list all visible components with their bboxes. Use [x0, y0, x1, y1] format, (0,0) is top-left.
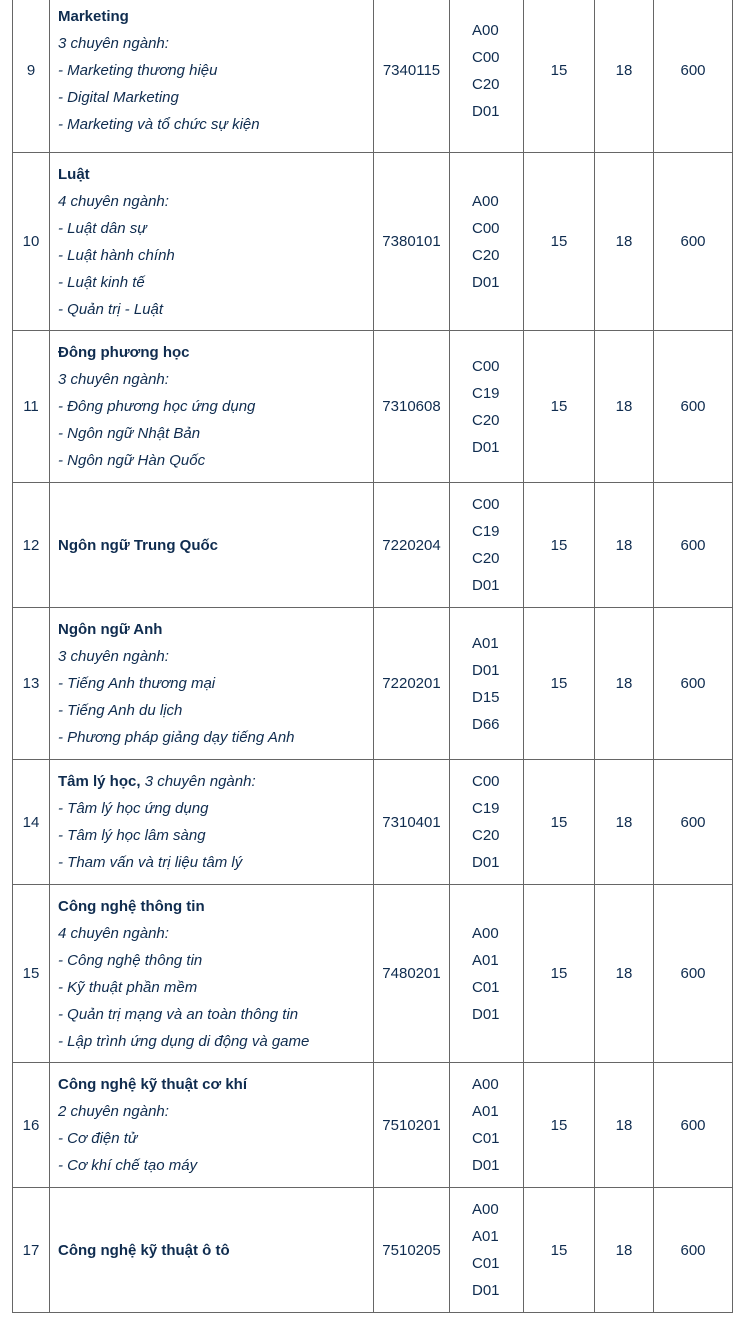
program-code	[374, 331, 450, 483]
score-value-text: 15	[550, 536, 568, 554]
table-row	[13, 331, 733, 483]
score-value-text: 600	[680, 233, 706, 250]
program-code	[374, 0, 450, 153]
specialization-line: 3 chuyên ngành:	[58, 371, 169, 388]
program-title: Công nghệ kỹ thuật cơ khí	[58, 1076, 248, 1093]
program-cell	[50, 153, 374, 331]
specialization-line: 4 chuyên ngành:	[58, 924, 169, 942]
combination-code: A00	[472, 924, 499, 942]
program-cell	[50, 483, 374, 608]
score-value-text: 18	[615, 398, 633, 415]
score-value-text: 18	[615, 1116, 633, 1134]
program-cell	[50, 331, 374, 483]
combination-code: D01	[472, 273, 500, 291]
combination-code: A00	[472, 1076, 499, 1093]
specialization-line: - Kỹ thuật phần mềm	[58, 978, 198, 996]
score-value-1	[524, 331, 595, 483]
table-row	[13, 0, 733, 153]
specialization-line: - Đông phương học ứng dụng	[58, 398, 256, 415]
program-code	[374, 153, 450, 331]
subject-combinations	[450, 153, 524, 331]
score-value-text: 15	[550, 1116, 568, 1134]
row-number-text: 16	[22, 1116, 40, 1134]
combination-code: C20	[472, 75, 500, 93]
specialization-line: 3 chuyên ngành:	[58, 648, 169, 665]
specialization-line: - Marketing thương hiệu	[58, 62, 218, 79]
program-code-text: 7220201	[382, 675, 441, 692]
program-title-suffix: 3 chuyên ngành:	[140, 773, 256, 790]
combination-code: C00	[472, 357, 500, 375]
score-value-2	[595, 331, 654, 483]
program-cell	[50, 0, 374, 153]
score-value-2	[595, 1188, 654, 1313]
admissions-table	[12, 0, 733, 1313]
specialization-line: - Ngôn ngữ Hàn Quốc	[58, 452, 206, 469]
program-code-text: 7220204	[382, 536, 441, 554]
specialization-line: - Tiếng Anh du lịch	[58, 702, 183, 719]
program-code-text: 7510205	[382, 1241, 441, 1259]
score-value-text: 18	[615, 675, 633, 692]
score-value-1	[524, 760, 595, 885]
combination-code: D01	[472, 661, 500, 679]
subject-combinations	[450, 1063, 524, 1188]
program-code-text: 7480201	[382, 965, 441, 982]
combination-code: D01	[472, 102, 500, 120]
subject-combinations	[450, 331, 524, 483]
program-code	[374, 608, 450, 760]
combination-code: A01	[472, 951, 499, 969]
program-cell	[50, 1188, 374, 1313]
score-value-text: 15	[550, 233, 568, 250]
program-title: Đông phương học	[58, 344, 190, 361]
specialization-line: - Luật kinh tế	[58, 273, 145, 291]
row-number	[13, 483, 50, 608]
row-number-text: 15	[22, 965, 40, 982]
score-value-text: 600	[680, 1241, 706, 1259]
subject-combinations	[450, 0, 524, 153]
score-value-1	[524, 483, 595, 608]
program-cell	[50, 608, 374, 760]
combination-code: C00	[472, 496, 500, 513]
combination-code: C20	[472, 550, 500, 567]
score-value-text: 600	[680, 813, 706, 831]
score-value-3	[654, 483, 733, 608]
score-value-1	[524, 0, 595, 153]
score-value-text: 600	[680, 675, 706, 692]
combination-code: C00	[472, 48, 500, 66]
score-value-2	[595, 760, 654, 885]
combination-code: D01	[472, 1157, 500, 1174]
table-row	[13, 153, 733, 331]
program-code-text: 7310608	[382, 398, 441, 415]
table-body	[13, 0, 733, 1313]
score-value-text: 15	[550, 62, 568, 79]
score-value-1	[524, 885, 595, 1063]
specialization-line: - Cơ điện tử	[58, 1130, 138, 1147]
program-title: Công nghệ kỹ thuật ô tô	[58, 1241, 230, 1259]
table-row	[13, 885, 733, 1063]
score-value-text: 15	[550, 1241, 568, 1259]
program-cell	[50, 760, 374, 885]
score-value-2	[595, 1063, 654, 1188]
row-number-text: 10	[22, 233, 40, 250]
row-number-text: 17	[22, 1241, 40, 1259]
score-value-1	[524, 1063, 595, 1188]
combination-code: A01	[472, 634, 499, 652]
score-value-text: 15	[550, 675, 568, 692]
score-value-3	[654, 331, 733, 483]
row-number	[13, 608, 50, 760]
row-number	[13, 153, 50, 331]
specialization-line: - Luật dân sự	[58, 219, 147, 237]
specialization-line: - Quản trị - Luật	[58, 300, 164, 318]
score-value-text: 600	[680, 1116, 706, 1134]
combination-code: A00	[472, 192, 499, 210]
combination-code: A00	[472, 1201, 499, 1218]
score-value-text: 15	[550, 398, 568, 415]
score-value-text: 18	[615, 536, 633, 554]
combination-code: C01	[472, 1130, 500, 1147]
combination-code: C20	[472, 827, 500, 844]
score-value-1	[524, 608, 595, 760]
specialization-line: - Phương pháp giảng dạy tiếng Anh	[58, 729, 295, 746]
combination-code: C20	[472, 411, 500, 429]
score-value-3	[654, 608, 733, 760]
program-code	[374, 483, 450, 608]
score-value-2	[595, 608, 654, 760]
program-title: Tâm lý học,	[58, 773, 141, 790]
table-row	[13, 1188, 733, 1313]
combination-code: C01	[472, 978, 500, 996]
combination-code: C00	[472, 219, 500, 237]
score-value-1	[524, 1188, 595, 1313]
score-value-3	[654, 153, 733, 331]
program-code	[374, 885, 450, 1063]
specialization-line: - Ngôn ngữ Nhật Bản	[58, 425, 201, 442]
specialization-line: - Marketing và tổ chức sự kiện	[58, 116, 260, 133]
score-value-text: 18	[615, 965, 633, 982]
subject-combinations	[450, 1188, 524, 1313]
combination-code: A00	[472, 21, 499, 39]
program-title: Ngôn ngữ Anh	[58, 621, 163, 638]
program-title: Ngôn ngữ Trung Quốc	[58, 536, 219, 554]
row-number-text: 9	[26, 62, 36, 79]
specialization-line: - Công nghệ thông tin	[58, 951, 203, 969]
score-value-2	[595, 885, 654, 1063]
row-number-text: 12	[22, 536, 40, 554]
row-number-text: 11	[23, 398, 39, 415]
combination-code: D01	[472, 854, 500, 871]
program-title: Luật	[58, 165, 90, 183]
row-number-text: 14	[22, 813, 40, 831]
score-value-3	[654, 0, 733, 153]
program-title: Công nghệ thông tin	[58, 897, 205, 915]
combination-code: D01	[472, 577, 500, 594]
row-number-text: 13	[22, 675, 40, 692]
program-code-text: 7380101	[382, 233, 441, 250]
row-number	[13, 1188, 50, 1313]
score-value-text: 18	[615, 233, 633, 250]
combination-code: A01	[472, 1228, 499, 1245]
score-value-text: 18	[615, 813, 633, 831]
table-row	[13, 760, 733, 885]
specialization-line: - Tâm lý học ứng dụng	[58, 800, 209, 817]
specialization-line: 4 chuyên ngành:	[58, 192, 169, 210]
program-code-text: 7310401	[382, 813, 441, 831]
specialization-line: - Tâm lý học lâm sàng	[58, 827, 206, 844]
program-cell	[50, 885, 374, 1063]
score-value-text: 600	[680, 398, 706, 415]
combination-code: A01	[472, 1103, 499, 1120]
score-value-3	[654, 1188, 733, 1313]
score-value-text: 18	[615, 62, 633, 79]
subject-combinations	[450, 483, 524, 608]
program-code	[374, 1063, 450, 1188]
program-cell	[50, 1063, 374, 1188]
specialization-line: - Quản trị mạng và an toàn thông tin	[58, 1005, 299, 1023]
score-value-3	[654, 760, 733, 885]
specialization-line: 3 chuyên ngành:	[58, 35, 169, 52]
specialization-line: - Digital Marketing	[58, 89, 179, 106]
score-value-text: 600	[680, 62, 706, 79]
table-container	[12, 0, 733, 1313]
specialization-line: - Cơ khí chế tạo máy	[58, 1157, 198, 1174]
combination-code: C19	[472, 384, 500, 402]
table-row	[13, 1063, 733, 1188]
program-code	[374, 1188, 450, 1313]
specialization-line: 2 chuyên ngành:	[58, 1103, 169, 1120]
score-value-2	[595, 153, 654, 331]
specialization-line: - Tiếng Anh thương mại	[58, 675, 216, 692]
score-value-3	[654, 885, 733, 1063]
subject-combinations	[450, 885, 524, 1063]
score-value-3	[654, 1063, 733, 1188]
subject-combinations	[450, 608, 524, 760]
program-code-text: 7340115	[382, 62, 441, 79]
row-number	[13, 760, 50, 885]
score-value-2	[595, 0, 654, 153]
score-value-text: 15	[550, 965, 568, 982]
combination-code: D01	[472, 1282, 500, 1299]
specialization-line: - Lập trình ứng dụng di động và game	[58, 1032, 310, 1050]
row-number	[13, 0, 50, 153]
combination-code: D15	[472, 688, 500, 706]
combination-code: C01	[472, 1255, 500, 1272]
table-row	[13, 483, 733, 608]
score-value-1	[524, 153, 595, 331]
score-value-text: 18	[615, 1241, 633, 1259]
table-row	[13, 608, 733, 760]
specialization-line: - Luật hành chính	[58, 246, 175, 264]
program-code-text: 7510201	[382, 1116, 441, 1134]
program-code	[374, 760, 450, 885]
score-value-text: 600	[680, 965, 706, 982]
combination-code: D01	[472, 1005, 500, 1023]
combination-code: C19	[472, 523, 500, 540]
combination-code: C20	[472, 246, 500, 264]
combination-code: D01	[472, 438, 500, 456]
program-title: Marketing	[58, 8, 129, 25]
row-number	[13, 331, 50, 483]
specialization-line: - Tham vấn và trị liệu tâm lý	[58, 854, 243, 871]
combination-code: C00	[472, 773, 500, 790]
combination-code: D66	[472, 715, 500, 733]
subject-combinations	[450, 760, 524, 885]
score-value-text: 600	[680, 536, 706, 554]
row-number	[13, 885, 50, 1063]
score-value-2	[595, 483, 654, 608]
combination-code: C19	[472, 800, 500, 817]
score-value-text: 15	[550, 813, 568, 831]
row-number	[13, 1063, 50, 1188]
